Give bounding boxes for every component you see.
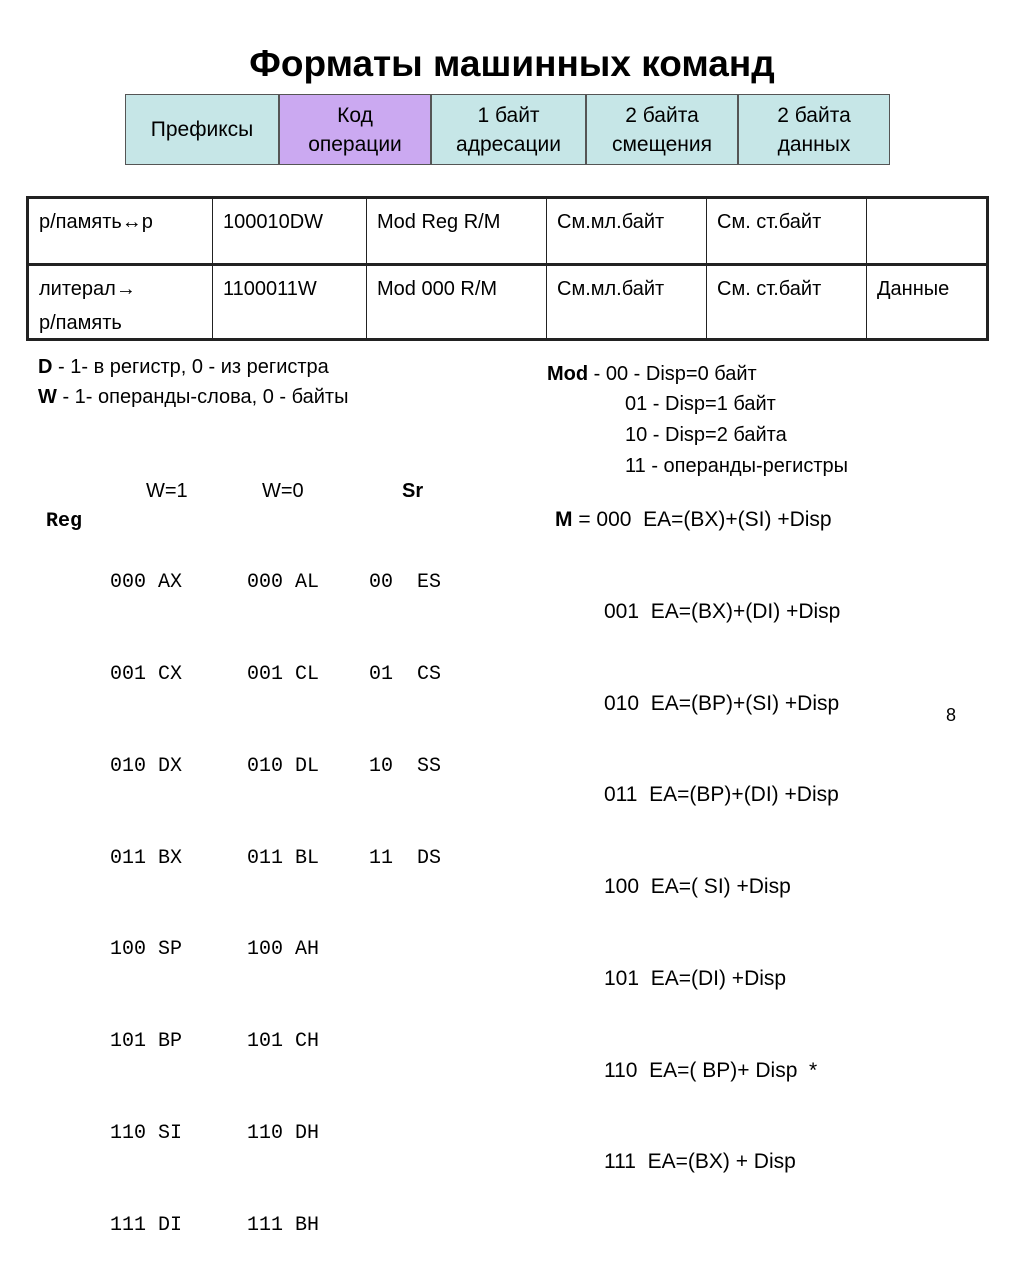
list-item: 101 EA=(DI) +Disp: [604, 966, 787, 990]
reg-sr-list: [369, 507, 441, 905]
mod-text: - 00 - Disp=0 байт: [588, 363, 757, 385]
format-opcode-label: Код операции: [308, 103, 402, 156]
list-item: 11 DS: [369, 846, 442, 870]
d-key: D: [38, 356, 53, 378]
cell-line: литерал→: [39, 278, 136, 300]
reg-w1-list: [110, 507, 182, 1272]
table-cell: 100010DW: [213, 199, 367, 263]
mod-line-3: 11 - операнды-регистры: [625, 455, 848, 477]
w-note: [38, 383, 348, 412]
reg-label: Reg: [46, 510, 83, 533]
mod-key: Mod: [547, 363, 589, 385]
list-item: 01 CS: [369, 662, 442, 686]
list-item: 100 EA=( SI) +Disp: [604, 875, 791, 899]
page-number: 8: [946, 705, 957, 725]
format-data-label: 2 байта данных: [777, 103, 851, 156]
list-item: 110 SI: [110, 1121, 183, 1145]
list-item: 10 SS: [369, 754, 442, 778]
table-cell: р/память↔р: [29, 199, 213, 263]
list-item: 001 CX: [110, 662, 183, 686]
list-item: 011 EA=(BP)+(DI) +Disp: [604, 783, 839, 807]
d-note: [38, 353, 329, 382]
reg-head-w1: W=1: [146, 480, 188, 502]
format-displacement-label: 2 байта смещения: [611, 103, 713, 156]
list-item: 001 EA=(BX)+(DI) +Disp: [604, 599, 841, 623]
format-addressing-cell: [431, 94, 586, 165]
w-key: W: [38, 386, 57, 408]
mod-line-2: 10 - Disp=2 байта: [625, 424, 787, 446]
table-cell: Mod Reg R/M: [367, 199, 547, 263]
list-item: 110 DH: [247, 1121, 320, 1145]
list-item: 000 AX: [110, 571, 183, 595]
list-item: 010 EA=(BP)+(SI) +Disp: [604, 691, 840, 715]
format-data-cell: [738, 94, 890, 165]
list-item: 010 DL: [247, 754, 320, 778]
w-text: - 1- операнды-слова, 0 - байты: [56, 386, 349, 408]
list-item: 100 AH: [247, 938, 320, 962]
m-key: M: [555, 508, 573, 531]
list-item: 000 AL: [247, 571, 320, 595]
table-cell: См.мл.байт: [547, 266, 707, 338]
table-cell: См.мл.байт: [547, 199, 707, 263]
reg-w0-list: [247, 507, 319, 1272]
table-cell: Mod 000 R/M: [367, 266, 547, 338]
reg-head-sr: Sr: [402, 480, 424, 502]
list-item: 00 ES: [369, 571, 442, 595]
table-cell: 1100011W: [213, 266, 367, 338]
mod-line-0: [547, 360, 757, 389]
table-row: [29, 266, 986, 338]
list-item: 110 EA=( BP)+ Disp *: [604, 1058, 818, 1082]
format-displacement-cell: [586, 94, 738, 165]
cell-line: р/память: [39, 312, 122, 334]
list-item: 111 BH: [247, 1213, 320, 1237]
format-opcode-cell: [279, 94, 431, 165]
table-cell: [29, 266, 213, 338]
table-cell: См. ст.байт: [707, 199, 867, 263]
table-row: [29, 199, 986, 266]
list-item: 111 EA=(BX) + Disp: [604, 1150, 796, 1174]
format-prefixes-cell: [125, 94, 279, 165]
table-cell: Данные: [877, 278, 950, 300]
mod-line-1: 01 - Disp=1 байт: [625, 393, 776, 415]
page-title: Форматы машинных команд: [249, 43, 775, 84]
table-cell: [867, 199, 986, 263]
list-item: 111 DI: [110, 1213, 183, 1237]
list-item: 011 BL: [247, 846, 320, 870]
d-text: - 1- в регистр, 0 - из регистра: [52, 356, 329, 378]
format-addressing-label: 1 байт адресации: [456, 103, 561, 156]
list-item: 101 BP: [110, 1030, 183, 1054]
list-item: 010 DX: [110, 754, 183, 778]
list-item: 001 CL: [247, 662, 320, 686]
instruction-table: [26, 196, 989, 341]
list-item: 011 BX: [110, 846, 183, 870]
list-item: 100 SP: [110, 938, 183, 962]
format-prefixes-label: Префиксы: [150, 118, 254, 141]
reg-head-w0: W=0: [262, 480, 304, 502]
table-cell: См. ст.байт: [707, 266, 867, 338]
m-line-0: [555, 505, 832, 536]
m-text: = 000 EA=(BX)+(SI) +Disp: [572, 508, 832, 531]
m-list: [604, 536, 840, 1209]
list-item: 101 CH: [247, 1030, 320, 1054]
